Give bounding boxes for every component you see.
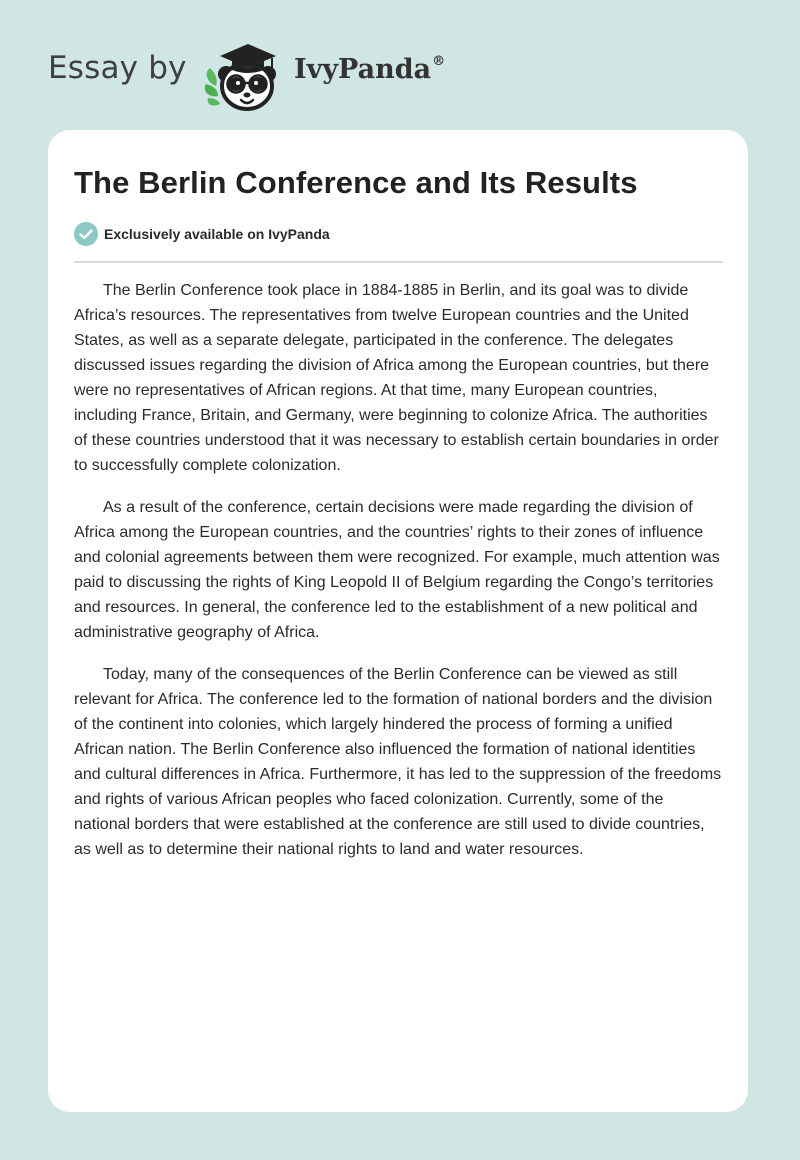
paragraph: As a result of the conference, certain decisions were made regarding the division of Africa among the European countries, and the countries’ rights to their zones of influence and colonial agreements between them were recognized. For example, much attention was paid to discussing the rights of King Leopold II of Belgium regarding the Congo’s territories and resources. In general, the conference led to the establishment of a new political and administrative geography of Africa. — [74, 499, 720, 641]
check-icon — [74, 222, 98, 246]
page-title: The Berlin Conference and Its Results — [74, 165, 638, 200]
essay-by-label: Essay by — [48, 50, 187, 86]
essay-body — [74, 278, 723, 879]
site-header — [48, 34, 508, 114]
paragraph: The Berlin Conference took place in 1884-1885 in Berlin, and its goal was to divide Africa’s resources. The representatives from twelve European countries and the United States, as well as a separate delegate, participated in the conference. The delegates discussed issues regarding the division of Africa among the European countries, but there were no representatives of African regions. At that time, many European countries, including France, Britain, and Germany, were beginning to colonize Africa. The authorities of these countries understood that it was necessary to establish certain boundaries in order to successfully complete colonization. — [74, 282, 719, 474]
essay-card — [48, 130, 748, 1112]
brand-name: IvyPanda — [294, 54, 432, 85]
divider — [74, 261, 723, 263]
exclusive-badge — [74, 222, 330, 246]
brand-logo-text[interactable] — [294, 54, 445, 85]
paragraph: Today, many of the consequences of the Berlin Conference can be viewed as still relevant for Africa. The conference led to the formation of national borders and the division of the continent into colonies, which largely hindered the process of forming a unified African nation. The Berlin Conference also influenced the formation of national identities and cultural differences in Africa. Furthermore, it has led to the suppression of the freedoms and rights of various African peoples who faced colonization. Currently, some of the national borders that were established at the conference are still used to divide countries, as well as to determine their national rights to land and water resources. — [74, 666, 722, 858]
registered-mark: ® — [432, 54, 446, 69]
panda-graduate-icon[interactable] — [202, 34, 290, 114]
exclusive-badge-label: Exclusively available on IvyPanda — [104, 226, 330, 242]
